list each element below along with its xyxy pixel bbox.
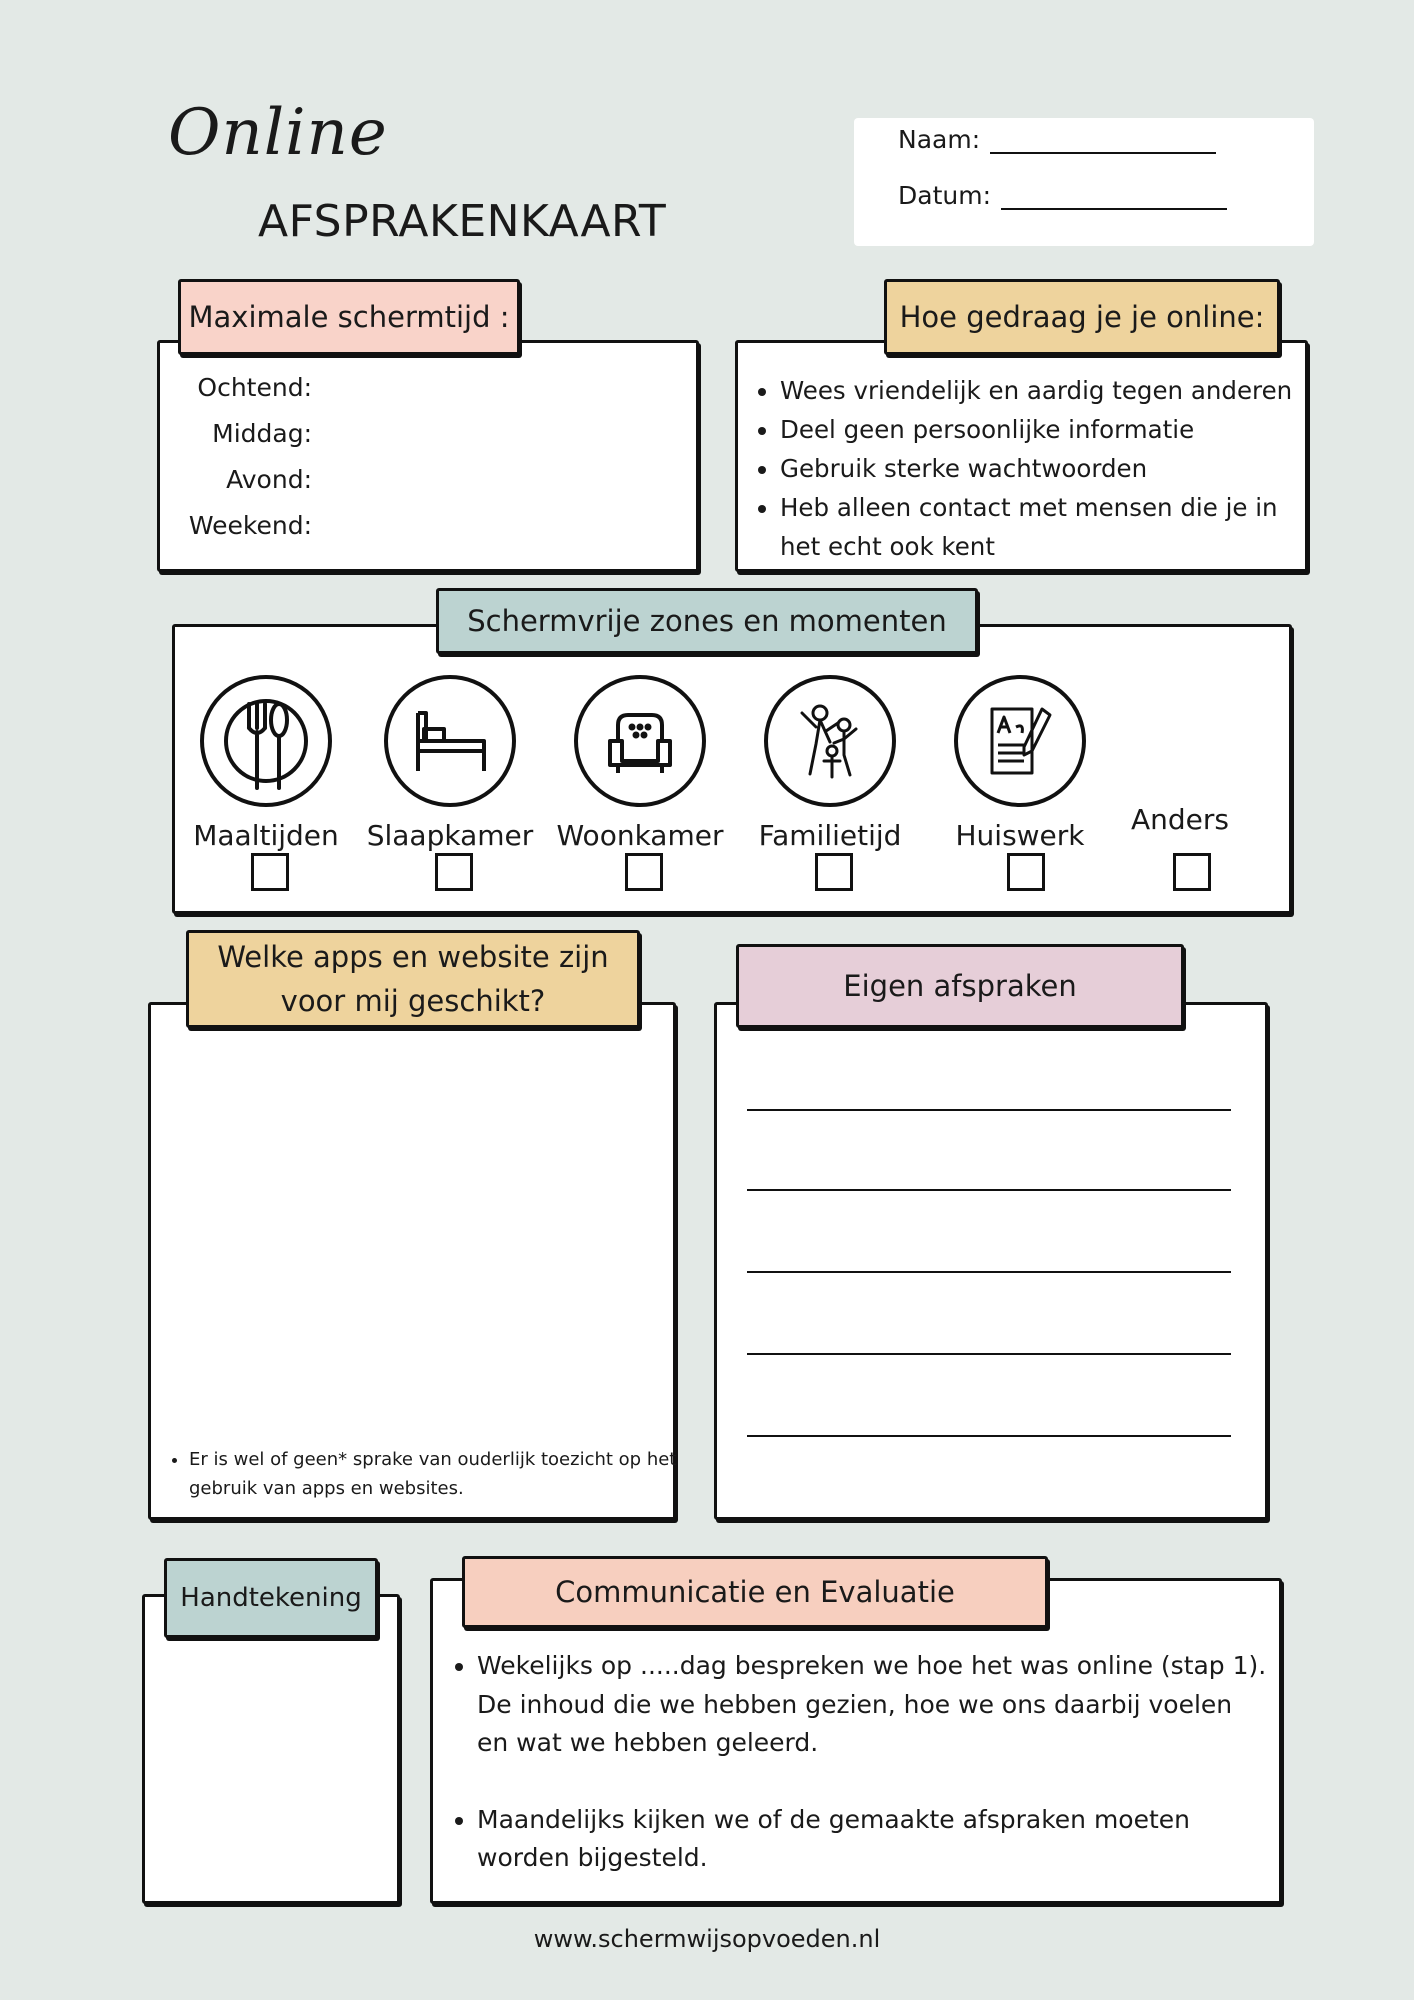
behaviour-box [735,340,1308,572]
checkbox-meals[interactable] [251,853,289,891]
zone-familytime [745,675,915,852]
name-label: Naam: [898,125,981,154]
behaviour-item: • Gebruik sterke wachtwoorden [780,449,1310,488]
footer-url[interactable]: www.schermwijsopvoeden.nl [533,1925,881,1953]
name-date-card [854,118,1314,246]
name-line[interactable] [990,124,1216,154]
signature-heading: Handtekening [164,1558,378,1638]
checkbox-homework[interactable] [1007,853,1045,891]
cutlery-icon [200,675,332,807]
screen-time-heading: Maximale schermtijd : [178,279,520,355]
screen-time-box [157,340,699,572]
checkbox-livingroom[interactable] [625,853,663,891]
zone-label: Woonkamer [556,819,724,852]
date-label: Datum: [898,181,991,210]
signature-box[interactable] [142,1594,400,1904]
write-line[interactable] [747,1435,1231,1437]
name-field-row [898,124,1216,154]
armchair-icon [574,675,706,807]
apps-heading: Welke apps en website zijn voor mij geschikt? [186,930,640,1028]
date-field-row [898,180,1227,210]
communication-list [447,1647,1267,1878]
checkbox-familytime[interactable] [815,853,853,891]
own-agreements-box [714,1002,1268,1520]
write-line[interactable] [747,1109,1231,1111]
communication-item: • Maandelijks kijken we of de gemaakte afspraken moeten worden bijgesteld. [477,1801,1267,1878]
zone-bedroom [365,675,535,852]
bed-icon [384,675,516,807]
zone-label: Familietijd [758,819,902,852]
zone-livingroom [555,675,725,852]
communication-heading: Communicatie en Evaluatie [462,1556,1048,1628]
behaviour-heading: Hoe gedraag je je online: [884,279,1280,355]
own-agreements-heading: Eigen afspraken [736,944,1184,1028]
date-line[interactable] [1001,180,1227,210]
behaviour-item: • Deel geen persoonlijke informatie [780,410,1310,449]
checkbox-bedroom[interactable] [435,853,473,891]
behaviour-list [750,371,1310,566]
write-line[interactable] [747,1271,1231,1273]
zone-meals [181,675,351,852]
time-row-morning: Ochtend: [197,373,312,402]
zone-label: Anders [1131,803,1229,836]
homework-icon [954,675,1086,807]
time-row-weekend: Weekend: [188,511,312,540]
write-line[interactable] [747,1189,1231,1191]
time-row-afternoon: Middag: [212,419,312,448]
zone-homework [935,675,1105,852]
communication-item: • Wekelijks op .....dag bespreken we hoe het was online (stap 1). De inhoud die we hebben gezien, hoe we ons daarbij voelen en wat we hebben geleerd. [477,1647,1267,1763]
zone-label: Slaapkamer [366,819,534,852]
page-title: AFSPRAKENKAART [258,196,667,247]
apps-note: • Er is wel of geen* sprake van ouderlijk toezicht op het gebruik van apps en websites. [189,1445,679,1503]
time-row-evening: Avond: [226,465,312,494]
write-line[interactable] [747,1353,1231,1355]
behaviour-item: • Heb alleen contact met mensen die je in het echt ook kent [780,488,1310,566]
family-icon [764,675,896,807]
zone-label: Huiswerk [955,819,1085,852]
behaviour-item: • Wees vriendelijk en aardig tegen anderen [780,371,1310,410]
apps-note-list [159,1445,679,1503]
apps-box [148,1002,676,1520]
screen-time-rows [160,373,312,553]
checkbox-other[interactable] [1173,853,1211,891]
zone-other [1095,803,1265,836]
zones-box [172,624,1292,914]
zone-label: Maaltijden [193,819,339,852]
title-script: Online [168,96,388,170]
zones-heading: Schermvrije zones en momenten [436,588,978,654]
